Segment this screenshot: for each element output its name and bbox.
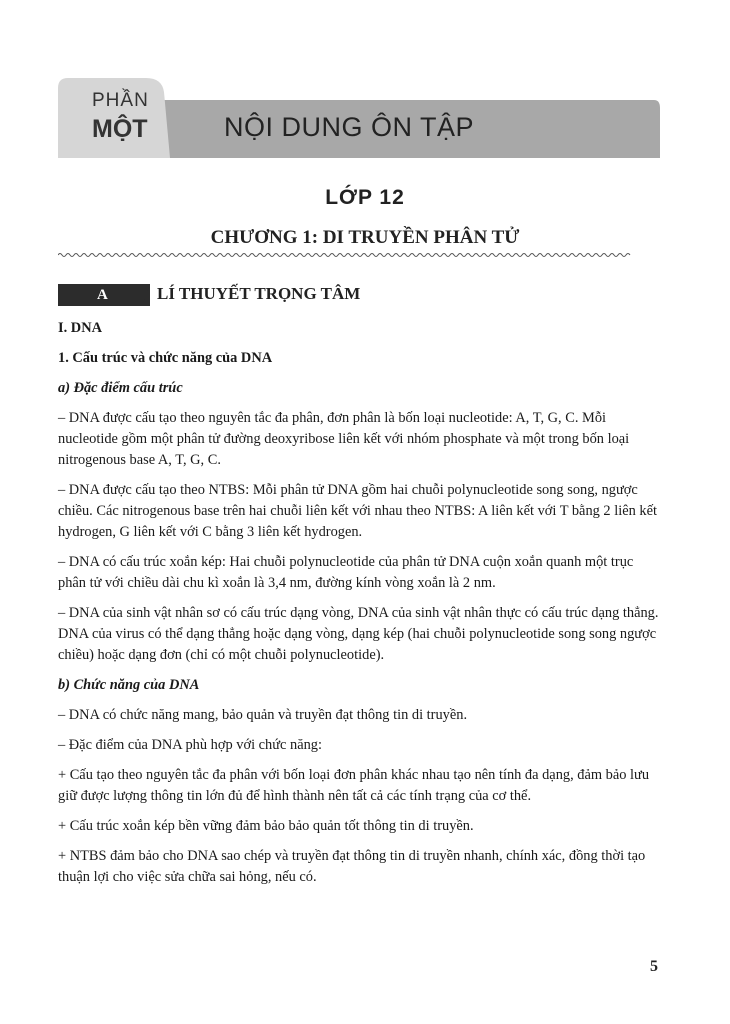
paragraph-1: – DNA được cấu tạo theo nguyên tắc đa phân, đơn phân là bốn loại nucleotide: A, T, G, C. Mỗi nucleotide gồm một phân tử đường deoxyribose liên kết với nhóm phosphate và một trong bốn loại nitrogenous base A, T, G, C. bbox=[58, 410, 630, 468]
heading-structure-function: 1. Cấu trúc và chức năng của DNA bbox=[58, 350, 273, 366]
main-content bbox=[58, 318, 664, 897]
section-tag-letter: A bbox=[97, 287, 108, 303]
paragraph-2: – DNA được cấu tạo theo NTBS: Mỗi phân tử DNA gồm hai chuỗi polynucleotide song song, ngược chiều. Các nitrogenous base trên hai chuỗi liên kết với nhau theo NTBS: A liên kết với T bằng 2 liên kết hydrogen, G liên kết với C bằng 3 liên kết hydrogen. bbox=[58, 482, 657, 540]
part-label-bottom: MỘT bbox=[92, 115, 148, 143]
heading-structure: a) Đặc điểm cấu trúc bbox=[58, 380, 183, 396]
grade-heading: LỚP 12 bbox=[325, 186, 405, 209]
heading-function: b) Chức năng của DNA bbox=[58, 677, 200, 693]
section-title: LÍ THUYẾT TRỌNG TÂM bbox=[157, 284, 361, 303]
heading-dna: I. DNA bbox=[58, 320, 102, 336]
paragraph-7: + Cấu tạo theo nguyên tắc đa phân với bốn loại đơn phân khác nhau tạo nên tính đa dạng, đảm bảo lưu giữ được lượng thông tin lớn đủ để hình thành nên tất cả các tính trạng của cơ thể. bbox=[58, 767, 650, 804]
section-tag-tip bbox=[142, 284, 150, 306]
wavy-divider bbox=[58, 251, 662, 259]
paragraph-6: – Đặc điểm của DNA phù hợp với chức năng: bbox=[58, 737, 322, 753]
chapter-heading: CHƯƠNG 1: DI TRUYỀN PHÂN TỬ bbox=[210, 227, 520, 248]
banner-title: NỘI DUNG ÔN TẬP bbox=[224, 112, 475, 142]
part-banner bbox=[58, 78, 660, 160]
paragraph-3: – DNA có cấu trúc xoắn kép: Hai chuỗi polynucleotide của phân tử DNA cuộn xoắn quanh một trục phân tử với chiều dài chu kì xoắn là 3,4 nm, đường kính vòng xoắn là 2 nm. bbox=[58, 554, 634, 591]
paragraph-9: + NTBS đảm bảo cho DNA sao chép và truyền đạt thông tin di truyền nhanh, chính xác, đồng thời tạo thuận lợi cho việc sửa chữa sai hỏng, nếu có. bbox=[58, 848, 646, 885]
section-tag bbox=[58, 284, 150, 306]
paragraph-5: – DNA có chức năng mang, bảo quản và truyền đạt thông tin di truyền. bbox=[58, 707, 468, 723]
part-label-top: PHẦN bbox=[92, 90, 149, 111]
page-number: 5 bbox=[650, 958, 658, 975]
paragraph-4: – DNA của sinh vật nhân sơ có cấu trúc dạng vòng, DNA của sinh vật nhân thực có cấu trúc dạng thẳng. DNA của virus có thể dạng thẳng hoặc dạng vòng, dạng kép (hai chuỗi polynucleotide song song ngược chiều) hoặc dạng đơn (chỉ có một chuỗi polynucleotide). bbox=[58, 605, 659, 663]
paragraph-8: + Cấu trúc xoắn kép bền vững đảm bảo bảo quản tốt thông tin di truyền. bbox=[58, 818, 474, 834]
